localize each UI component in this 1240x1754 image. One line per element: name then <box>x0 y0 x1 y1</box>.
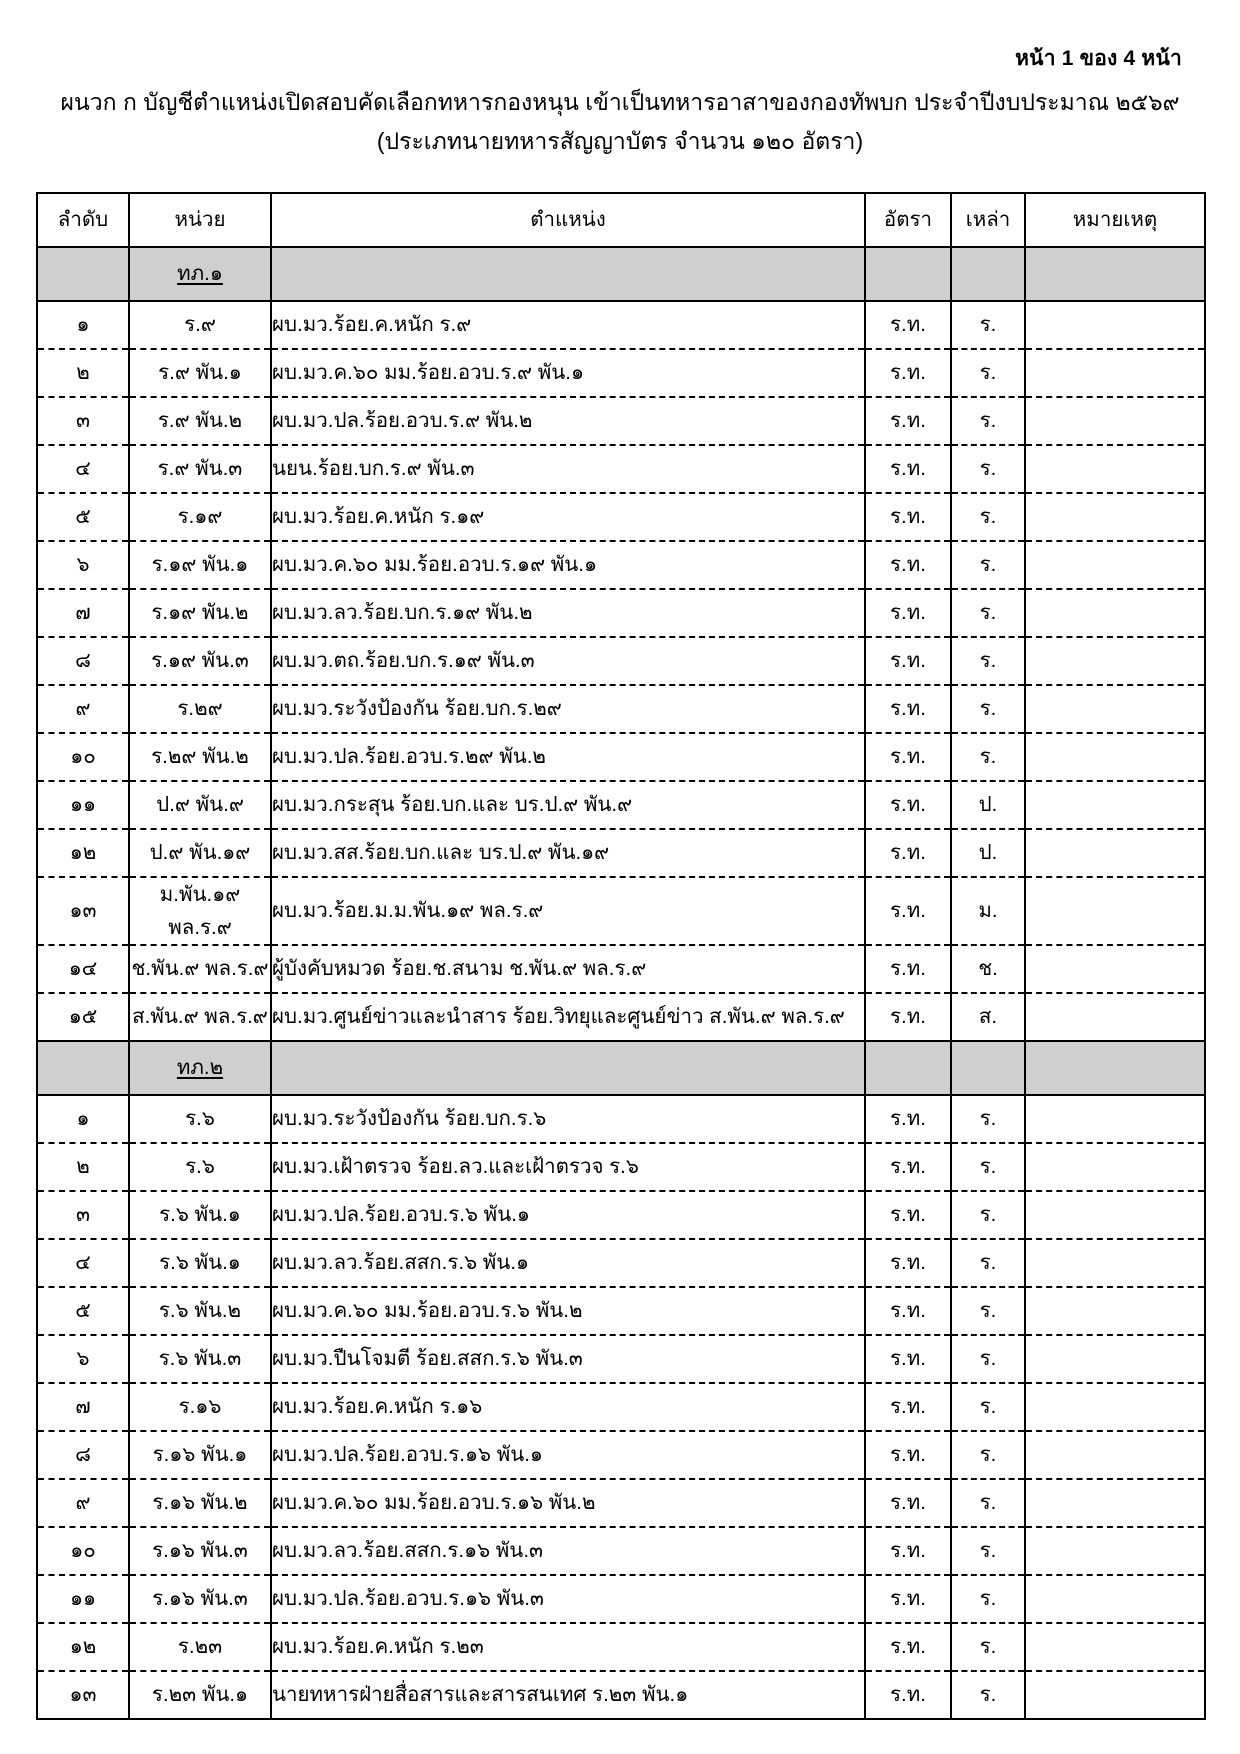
cell-unit: ร.๑๙ พัน.๓ <box>129 637 271 685</box>
cell-sequence: ๑๓ <box>37 1671 129 1719</box>
cell-position: ผบ.มว.ค.๖๐ มม.ร้อย.อวบ.ร.๑๖ พัน.๒ <box>271 1479 865 1527</box>
cell-unit: ร.๖ พัน.๒ <box>129 1287 271 1335</box>
cell-rate: ร.ท. <box>865 637 951 685</box>
cell-note <box>1025 1575 1205 1623</box>
table-row <box>37 1527 1205 1575</box>
cell-note <box>1025 685 1205 733</box>
cell-sequence: ๔ <box>37 1239 129 1287</box>
cell-note <box>1025 1143 1205 1191</box>
section-title <box>129 247 271 301</box>
cell-rate: ร.ท. <box>865 1191 951 1239</box>
cell-note <box>1025 1335 1205 1383</box>
column-header-unit: หน่วย <box>129 193 271 247</box>
cell-rate: ร.ท. <box>865 1383 951 1431</box>
cell-corps: ร. <box>951 1095 1025 1143</box>
table-row <box>37 1431 1205 1479</box>
cell-sequence: ๙ <box>37 1479 129 1527</box>
table-row <box>37 993 1205 1041</box>
cell-unit: ร.๑๖ <box>129 1383 271 1431</box>
section-rate-cell <box>865 1041 951 1095</box>
cell-rate: ร.ท. <box>865 877 951 945</box>
cell-sequence: ๑๒ <box>37 829 129 877</box>
table-row <box>37 1383 1205 1431</box>
cell-sequence: ๖ <box>37 1335 129 1383</box>
cell-sequence: ๗ <box>37 1383 129 1431</box>
cell-position: ผบ.มว.ปืนโจมตี ร้อย.สสก.ร.๖ พัน.๓ <box>271 1335 865 1383</box>
cell-position: ผบ.มว.ค.๖๐ มม.ร้อย.อวบ.ร.๖ พัน.๒ <box>271 1287 865 1335</box>
cell-position: ผบ.มว.ปล.ร้อย.อวบ.ร.๖ พัน.๑ <box>271 1191 865 1239</box>
cell-note <box>1025 1191 1205 1239</box>
table-header <box>37 193 1205 247</box>
cell-unit: ร.๙ พัน.๒ <box>129 397 271 445</box>
section-seq-cell <box>37 1041 129 1095</box>
cell-corps: ร. <box>951 733 1025 781</box>
cell-position: นายทหารฝ่ายสื่อสารและสารสนเทศ ร.๒๓ พัน.๑ <box>271 1671 865 1719</box>
cell-position: นยน.ร้อย.บก.ร.๙ พัน.๓ <box>271 445 865 493</box>
cell-corps: ส. <box>951 993 1025 1041</box>
cell-sequence: ๑๕ <box>37 993 129 1041</box>
table-row <box>37 1191 1205 1239</box>
cell-position: ผบ.มว.ค.๖๐ มม.ร้อย.อวบ.ร.๑๙ พัน.๑ <box>271 541 865 589</box>
cell-unit: ร.๑๙ พัน.๑ <box>129 541 271 589</box>
cell-position: ผบ.มว.ระวังป้องกัน ร้อย.บก.ร.๖ <box>271 1095 865 1143</box>
cell-unit: ร.๖ <box>129 1143 271 1191</box>
cell-position: ผบ.มว.ร้อย.ค.หนัก ร.๙ <box>271 301 865 349</box>
table-row <box>37 349 1205 397</box>
cell-position: ผบ.มว.ปล.ร้อย.อวบ.ร.๒๙ พัน.๒ <box>271 733 865 781</box>
cell-rate: ร.ท. <box>865 349 951 397</box>
cell-corps: ร. <box>951 349 1025 397</box>
table-row <box>37 1335 1205 1383</box>
table-row <box>37 945 1205 993</box>
cell-rate: ร.ท. <box>865 1575 951 1623</box>
table-row <box>37 397 1205 445</box>
table-row <box>37 1287 1205 1335</box>
cell-note <box>1025 781 1205 829</box>
cell-note <box>1025 397 1205 445</box>
document-title-line-1: ผนวก ก บัญชีตำแหน่งเปิดสอบคัดเลือกทหารกองหนุน เข้าเป็นทหารอาสาของกองทัพบก ประจำปีงบประมาณ ๒๕๖๙ <box>60 89 1180 115</box>
cell-rate: ร.ท. <box>865 1527 951 1575</box>
cell-position: ผบ.มว.ร้อย.ค.หนัก ร.๑๙ <box>271 493 865 541</box>
cell-sequence: ๒ <box>37 1143 129 1191</box>
cell-note <box>1025 349 1205 397</box>
cell-position: ผบ.มว.ปล.ร้อย.อวบ.ร.๙ พัน.๒ <box>271 397 865 445</box>
cell-note <box>1025 1431 1205 1479</box>
cell-corps: ร. <box>951 301 1025 349</box>
table-row <box>37 1671 1205 1719</box>
cell-rate: ร.ท. <box>865 685 951 733</box>
cell-unit: ป.๙ พัน.๙ <box>129 781 271 829</box>
cell-position: ผบ.มว.ระวังป้องกัน ร้อย.บก.ร.๒๙ <box>271 685 865 733</box>
table-row <box>37 829 1205 877</box>
cell-note <box>1025 1527 1205 1575</box>
cell-note <box>1025 945 1205 993</box>
table-row <box>37 877 1205 945</box>
cell-sequence: ๑๑ <box>37 781 129 829</box>
cell-unit: ม.พัน.๑๙ พล.ร.๙ <box>129 877 271 945</box>
cell-position: ผบ.มว.ปล.ร้อย.อวบ.ร.๑๖ พัน.๑ <box>271 1431 865 1479</box>
cell-corps: ร. <box>951 1527 1025 1575</box>
cell-rate: ร.ท. <box>865 1287 951 1335</box>
cell-sequence: ๑๔ <box>37 945 129 993</box>
section-header-row <box>37 1041 1205 1095</box>
column-header-note: หมายเหตุ <box>1025 193 1205 247</box>
cell-note <box>1025 1239 1205 1287</box>
cell-rate: ร.ท. <box>865 445 951 493</box>
table-row <box>37 589 1205 637</box>
cell-position: ผบ.มว.ปล.ร้อย.อวบ.ร.๑๖ พัน.๓ <box>271 1575 865 1623</box>
cell-sequence: ๘ <box>37 1431 129 1479</box>
cell-corps: ร. <box>951 1287 1025 1335</box>
cell-note <box>1025 993 1205 1041</box>
cell-unit: ป.๙ พัน.๑๙ <box>129 829 271 877</box>
section-header-row <box>37 247 1205 301</box>
cell-sequence: ๑๑ <box>37 1575 129 1623</box>
table-body <box>37 247 1205 1719</box>
cell-sequence: ๔ <box>37 445 129 493</box>
cell-unit: ร.๑๖ พัน.๓ <box>129 1527 271 1575</box>
table-row <box>37 1239 1205 1287</box>
column-header-position: ตำแหน่ง <box>271 193 865 247</box>
cell-unit: ร.๖ พัน.๑ <box>129 1239 271 1287</box>
cell-note <box>1025 829 1205 877</box>
cell-position: ผบ.มว.ร้อย.ม.ม.พัน.๑๙ พล.ร.๙ <box>271 877 865 945</box>
cell-position: ผู้บังคับหมวด ร้อย.ช.สนาม ช.พัน.๙ พล.ร.๙ <box>271 945 865 993</box>
table-row <box>37 781 1205 829</box>
cell-corps: ร. <box>951 1143 1025 1191</box>
section-corps-cell <box>951 1041 1025 1095</box>
table-row <box>37 1143 1205 1191</box>
cell-corps: ป. <box>951 829 1025 877</box>
cell-sequence: ๕ <box>37 493 129 541</box>
cell-position: ผบ.มว.ลว.ร้อย.สสก.ร.๑๖ พัน.๓ <box>271 1527 865 1575</box>
section-note-cell <box>1025 1041 1205 1095</box>
cell-note <box>1025 1287 1205 1335</box>
cell-unit: ร.๑๖ พัน.๒ <box>129 1479 271 1527</box>
cell-unit: ร.๙ พัน.๑ <box>129 349 271 397</box>
cell-sequence: ๑๓ <box>37 877 129 945</box>
cell-corps: ร. <box>951 685 1025 733</box>
cell-corps: ร. <box>951 1431 1025 1479</box>
section-title-text: ทภ.๒ <box>176 1056 224 1079</box>
column-header-sequence: ลำดับ <box>37 193 129 247</box>
cell-sequence: ๖ <box>37 541 129 589</box>
table-header-row <box>37 193 1205 247</box>
cell-rate: ร.ท. <box>865 829 951 877</box>
section-position-cell <box>271 1041 865 1095</box>
cell-unit: ร.๙ <box>129 301 271 349</box>
cell-corps: ช. <box>951 945 1025 993</box>
cell-note <box>1025 1383 1205 1431</box>
cell-sequence: ๒ <box>37 349 129 397</box>
cell-corps: ร. <box>951 1623 1025 1671</box>
table-row <box>37 445 1205 493</box>
cell-sequence: ๕ <box>37 1287 129 1335</box>
cell-unit: ร.๖ พัน.๓ <box>129 1335 271 1383</box>
cell-position: ผบ.มว.ร้อย.ค.หนัก ร.๑๖ <box>271 1383 865 1431</box>
table-row <box>37 685 1205 733</box>
cell-sequence: ๗ <box>37 589 129 637</box>
page-number-marker: หน้า 1 ของ 4 หน้า <box>1015 47 1182 70</box>
cell-sequence: ๙ <box>37 685 129 733</box>
cell-note <box>1025 1479 1205 1527</box>
cell-sequence: ๓ <box>37 1191 129 1239</box>
cell-sequence: ๘ <box>37 637 129 685</box>
document-title-block <box>0 0 1240 156</box>
cell-unit: ร.๑๖ พัน.๑ <box>129 1431 271 1479</box>
cell-corps: ร. <box>951 637 1025 685</box>
cell-position: ผบ.มว.ค.๖๐ มม.ร้อย.อวบ.ร.๙ พัน.๑ <box>271 349 865 397</box>
cell-sequence: ๑ <box>37 1095 129 1143</box>
section-corps-cell <box>951 247 1025 301</box>
cell-note <box>1025 589 1205 637</box>
cell-rate: ร.ท. <box>865 493 951 541</box>
table-row <box>37 1095 1205 1143</box>
document-title-line-2: (ประเภทนายทหารสัญญาบัตร จำนวน ๑๒๐ อัตรา) <box>376 127 864 154</box>
cell-unit: ร.๒๙ <box>129 685 271 733</box>
cell-position: ผบ.มว.ร้อย.ค.หนัก ร.๒๓ <box>271 1623 865 1671</box>
table-row <box>37 541 1205 589</box>
cell-sequence: ๑๒ <box>37 1623 129 1671</box>
cell-note <box>1025 733 1205 781</box>
cell-unit: ร.๒๙ พัน.๒ <box>129 733 271 781</box>
cell-note <box>1025 877 1205 945</box>
table-row <box>37 637 1205 685</box>
cell-rate: ร.ท. <box>865 1239 951 1287</box>
cell-note <box>1025 301 1205 349</box>
cell-unit: ร.๑๙ พัน.๒ <box>129 589 271 637</box>
table-row <box>37 493 1205 541</box>
cell-sequence: ๑ <box>37 301 129 349</box>
cell-corps: ร. <box>951 1383 1025 1431</box>
cell-rate: ร.ท. <box>865 397 951 445</box>
cell-sequence: ๓ <box>37 397 129 445</box>
table-row <box>37 1575 1205 1623</box>
cell-unit: ร.๖ พัน.๑ <box>129 1191 271 1239</box>
cell-note <box>1025 637 1205 685</box>
table-row <box>37 1623 1205 1671</box>
positions-table <box>36 192 1206 1720</box>
cell-note <box>1025 493 1205 541</box>
cell-note <box>1025 541 1205 589</box>
cell-corps: ร. <box>951 541 1025 589</box>
cell-corps: ม. <box>951 877 1025 945</box>
cell-rate: ร.ท. <box>865 1671 951 1719</box>
cell-corps: ร. <box>951 493 1025 541</box>
section-seq-cell <box>37 247 129 301</box>
cell-unit: ส.พัน.๙ พล.ร.๙ <box>129 993 271 1041</box>
table-row <box>37 301 1205 349</box>
cell-unit: ร.๑๖ พัน.๓ <box>129 1575 271 1623</box>
section-rate-cell <box>865 247 951 301</box>
cell-rate: ร.ท. <box>865 781 951 829</box>
cell-rate: ร.ท. <box>865 1143 951 1191</box>
column-header-corps: เหล่า <box>951 193 1025 247</box>
cell-position: ผบ.มว.ลว.ร้อย.สสก.ร.๖ พัน.๑ <box>271 1239 865 1287</box>
cell-corps: ร. <box>951 589 1025 637</box>
column-header-rate: อัตรา <box>865 193 951 247</box>
section-position-cell <box>271 247 865 301</box>
cell-rate: ร.ท. <box>865 1095 951 1143</box>
table-row <box>37 733 1205 781</box>
cell-note <box>1025 1623 1205 1671</box>
cell-position: ผบ.มว.กระสุน ร้อย.บก.และ บร.ป.๙ พัน.๙ <box>271 781 865 829</box>
cell-position: ผบ.มว.ตถ.ร้อย.บก.ร.๑๙ พัน.๓ <box>271 637 865 685</box>
cell-unit: ร.๑๙ <box>129 493 271 541</box>
cell-rate: ร.ท. <box>865 945 951 993</box>
section-title-text: ทภ.๑ <box>177 262 223 285</box>
cell-sequence: ๑๐ <box>37 1527 129 1575</box>
section-note-cell <box>1025 247 1205 301</box>
cell-rate: ร.ท. <box>865 1431 951 1479</box>
cell-corps: ร. <box>951 1239 1025 1287</box>
cell-corps: ร. <box>951 1191 1025 1239</box>
cell-corps: ร. <box>951 1671 1025 1719</box>
cell-corps: ร. <box>951 1479 1025 1527</box>
cell-sequence: ๑๐ <box>37 733 129 781</box>
cell-position: ผบ.มว.เฝ้าตรวจ ร้อย.ลว.และเฝ้าตรวจ ร.๖ <box>271 1143 865 1191</box>
cell-corps: ป. <box>951 781 1025 829</box>
cell-corps: ร. <box>951 1335 1025 1383</box>
cell-note <box>1025 445 1205 493</box>
table-row <box>37 1479 1205 1527</box>
cell-rate: ร.ท. <box>865 541 951 589</box>
cell-rate: ร.ท. <box>865 993 951 1041</box>
cell-note <box>1025 1671 1205 1719</box>
cell-position: ผบ.มว.ศูนย์ข่าวและนำสาร ร้อย.วิทยุและศูนย์ข่าว ส.พัน.๙ พล.ร.๙ <box>271 993 865 1041</box>
section-title <box>129 1041 271 1095</box>
cell-unit: ร.๒๓ <box>129 1623 271 1671</box>
cell-rate: ร.ท. <box>865 1335 951 1383</box>
cell-unit: ร.๒๓ พัน.๑ <box>129 1671 271 1719</box>
cell-rate: ร.ท. <box>865 1479 951 1527</box>
cell-note <box>1025 1095 1205 1143</box>
cell-position: ผบ.มว.สส.ร้อย.บก.และ บร.ป.๙ พัน.๑๙ <box>271 829 865 877</box>
cell-rate: ร.ท. <box>865 733 951 781</box>
cell-rate: ร.ท. <box>865 1623 951 1671</box>
cell-rate: ร.ท. <box>865 589 951 637</box>
cell-corps: ร. <box>951 445 1025 493</box>
cell-corps: ร. <box>951 1575 1025 1623</box>
cell-rate: ร.ท. <box>865 301 951 349</box>
cell-corps: ร. <box>951 397 1025 445</box>
cell-unit: ช.พัน.๙ พล.ร.๙ <box>129 945 271 993</box>
cell-position: ผบ.มว.ลว.ร้อย.บก.ร.๑๙ พัน.๒ <box>271 589 865 637</box>
cell-unit: ร.๖ <box>129 1095 271 1143</box>
cell-unit: ร.๙ พัน.๓ <box>129 445 271 493</box>
